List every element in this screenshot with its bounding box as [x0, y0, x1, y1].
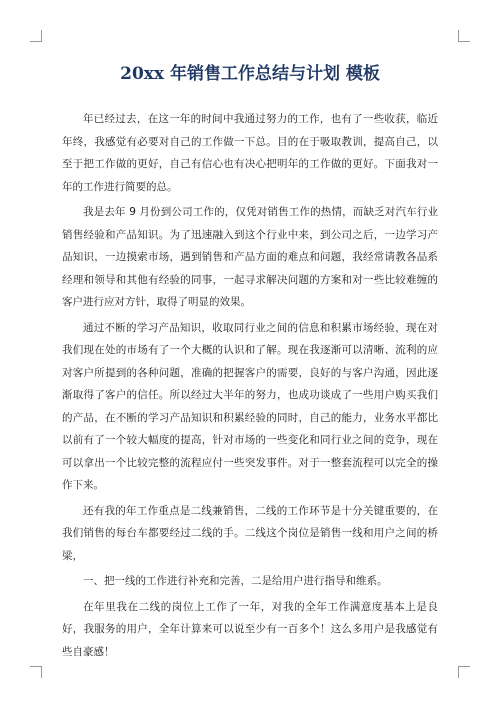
paragraph-1: 年已经过去，在这一年的时间中我通过努力的工作，也有了一些收获，临近年终，我感觉有必要对自己的工作做一下总。目的在于吸取教训，提高自己，以至于把工作做的更好，自己有信心也有决心把明年的工作做的更好。下面我对一年的工作进行简要的总。	[62, 113, 438, 193]
crop-mark-bottom-right	[458, 666, 470, 678]
crop-mark-top-right	[458, 30, 470, 42]
paragraph-5: 一、把一线的工作进行补充和完善，二是给用户进行指导和维系。	[83, 575, 388, 587]
document-title: 20xx 年销售工作总结与计划 模板	[120, 64, 380, 84]
document-body	[62, 108, 438, 666]
crop-mark-bottom-left	[30, 666, 42, 678]
paragraph-4: 还有我的年工作重点是二线兼销售，二线的工作环节是十分关键重要的，在我们销售的每台车都要经过二线的手。二线这个岗位是销售一线和用户之间的桥梁，	[62, 504, 438, 562]
paragraph-6: 在年里我在二线的岗位上工作了一年，对我的全年工作满意度基本上是良好，我服务的用户，全年计算来可以说至少有一百多个！这么多用户是我感觉有些自豪感！	[62, 600, 438, 658]
crop-mark-top-left	[30, 30, 42, 42]
paragraph-2: 我是去年 9 月份到公司工作的，仅凭对销售工作的热情，而缺乏对汽车行业销售经验和产品知识。为了迅速融入到这个行业中来，到公司之后，一边学习产品知识，一边摸索市场，遇到销售和产品方面的难点和问题，我经常请教各品系经理和领导和其他有经验的同事，一起寻求解决问题的方案和对一些比较难缠的客户进行应对方针，取得了明显的效果。	[62, 206, 438, 308]
paragraph-3: 通过不断的学习产品知识，收取同行业之间的信息和积累市场经验，现在对我们现在处的市场有了一个大概的认识和了解。现在我逐渐可以清晰、流利的应对客户所提到的各种问题，准确的把握客户的需要，良好的与客户沟通，因此逐渐取得了客户的信任。所以经过大半年的努力，也成功谈成了一些用户购买我们的产品，在不断的学习产品知识和积累经验的同时，自己的能力，业务水平都比以前有了一个较大幅度的提高，针对市场的一些变化和同行业之间的竞争，现在可以拿出一个比较完整的流程应付一些突发事件。对于一整套流程可以完全的操作下来。	[62, 321, 438, 491]
